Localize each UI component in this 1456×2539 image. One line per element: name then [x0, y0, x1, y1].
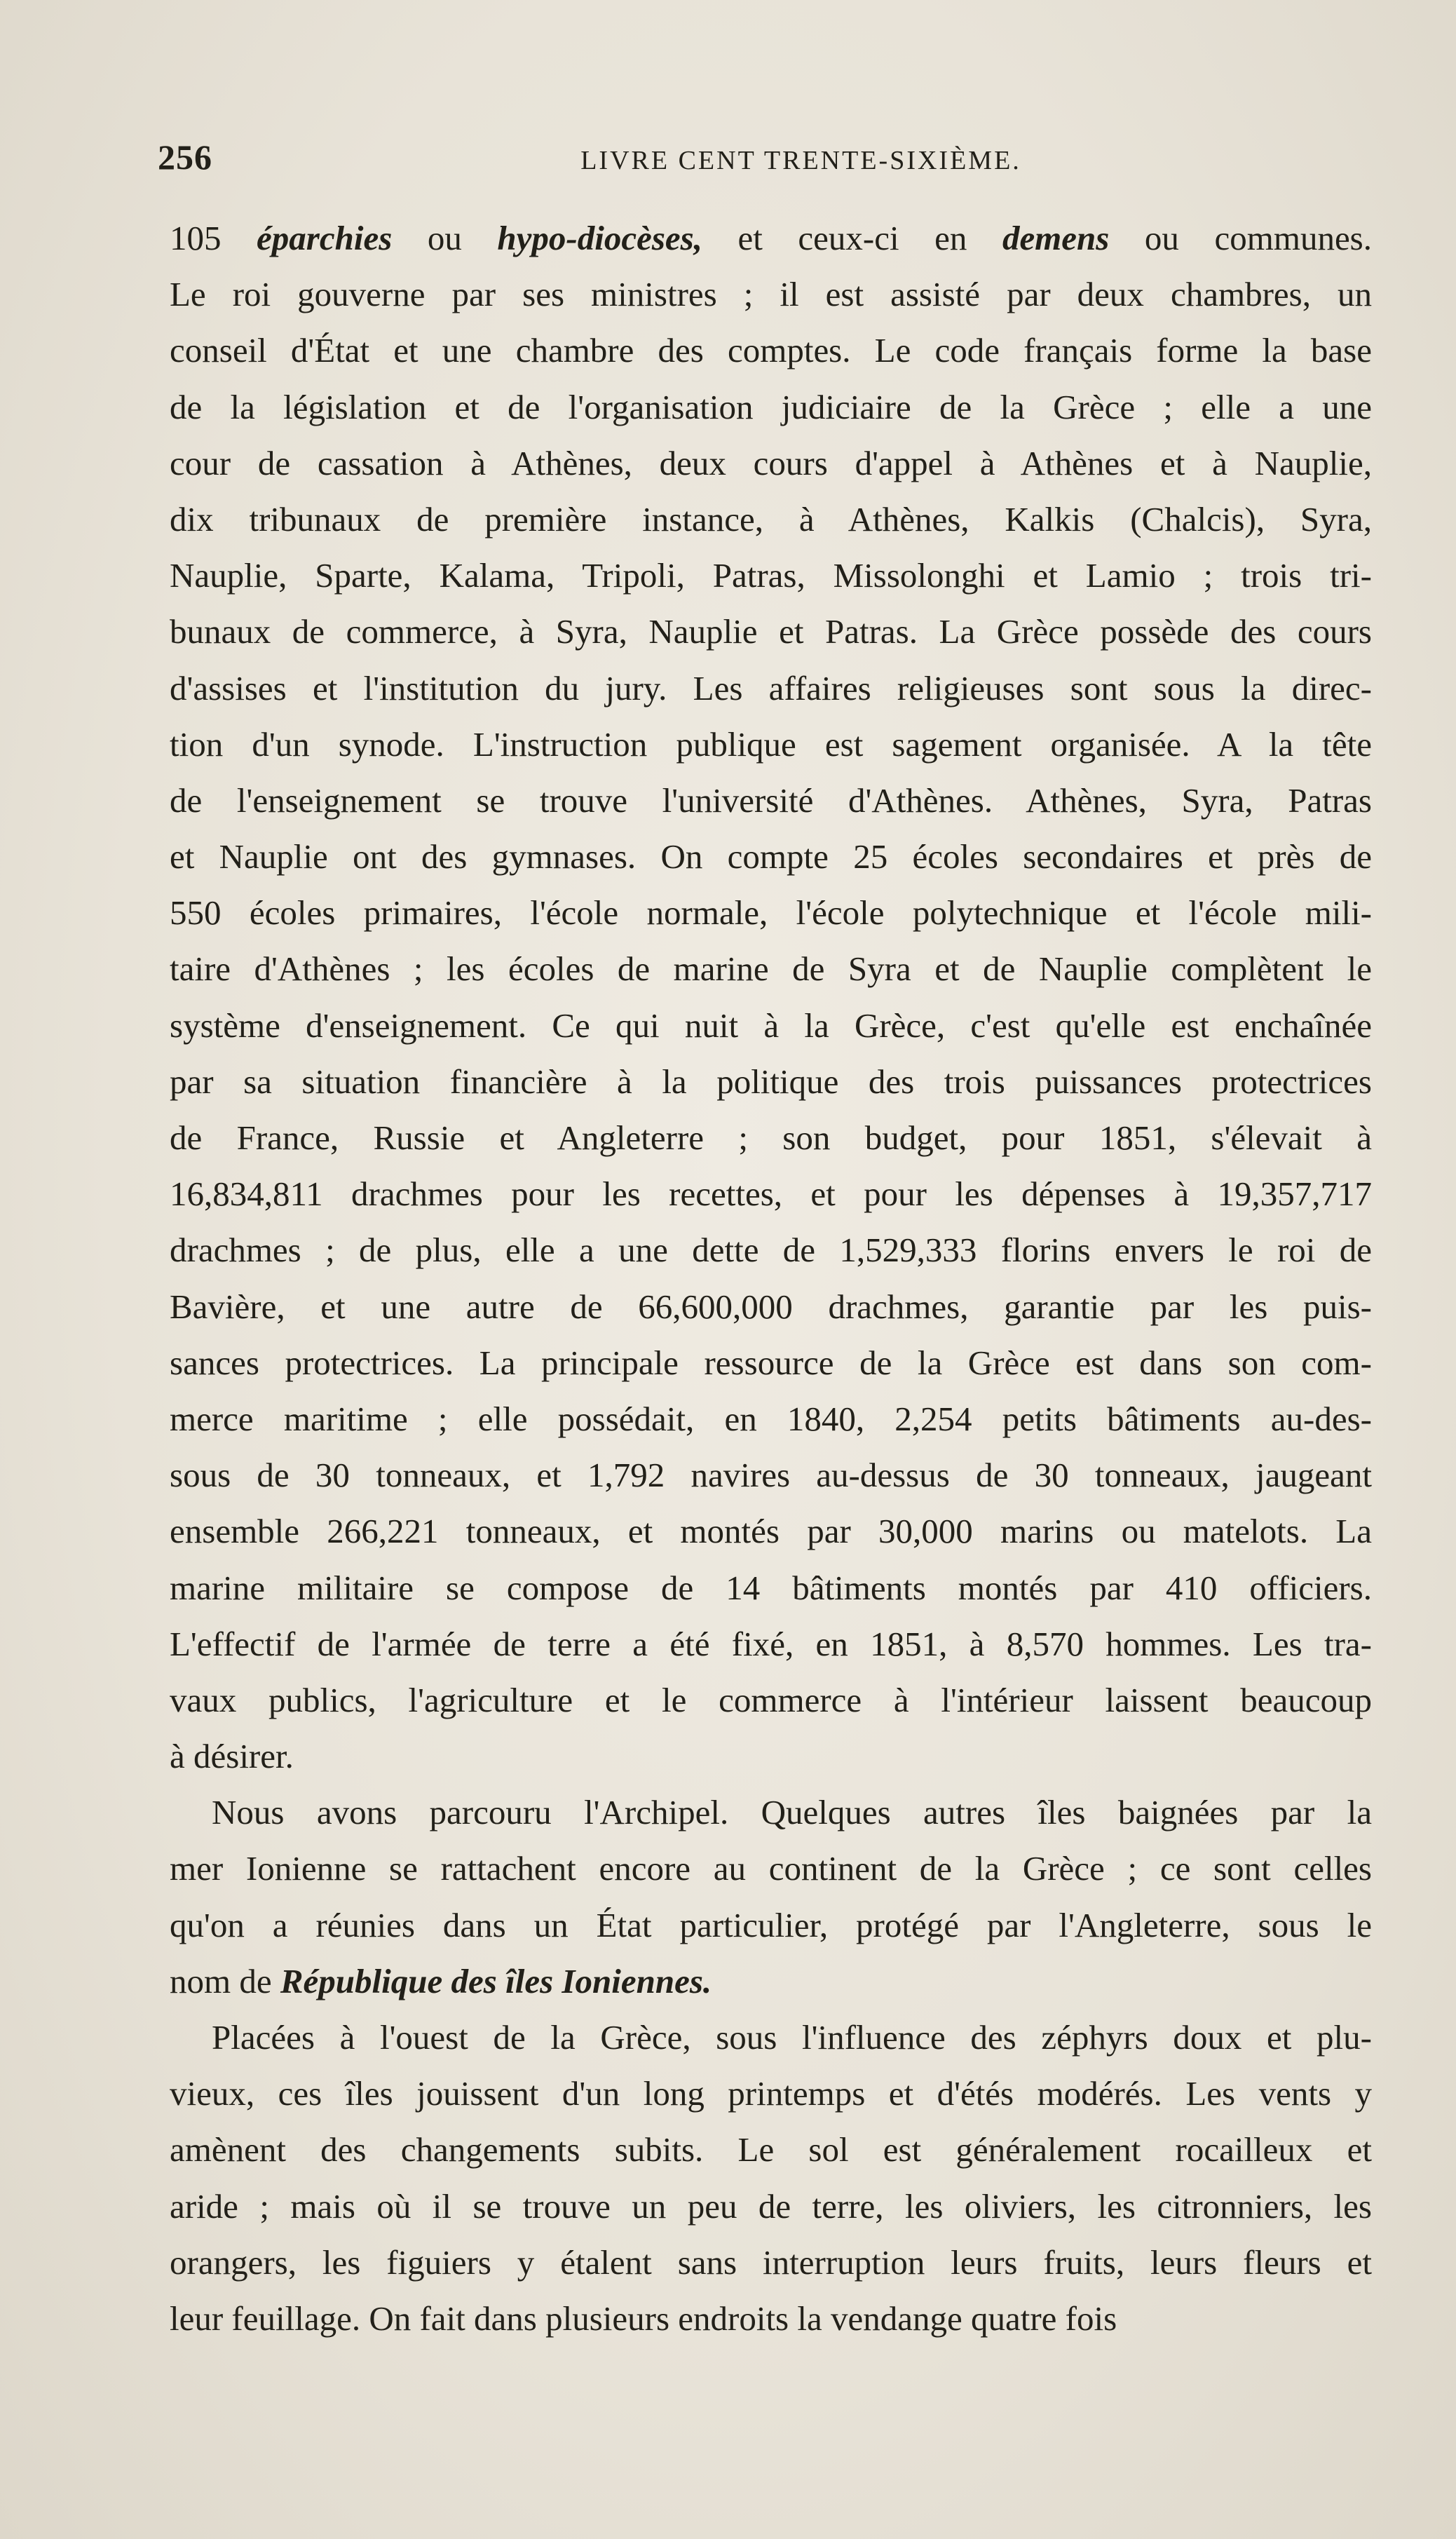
text-line: conseil d'État et une chambre des comptes. Le code français forme la base	[170, 331, 1372, 370]
text-line: qu'on a réunies dans un État particulier, protégé par l'Angleterre, sous le	[170, 1905, 1372, 1944]
text-line: merce maritime ; elle possédait, en 1840, 2,254 petits bâtiments au-des-	[170, 1399, 1372, 1438]
text-line: par sa situation financière à la politique des trois puissances protectrices	[170, 1062, 1372, 1101]
text-line: amènent des changements subits. Le sol est généralement rocailleux et	[170, 2130, 1372, 2169]
text-line: Bavière, et une autre de 66,600,000 drachmes, garantie par les puis-	[170, 1287, 1372, 1326]
text-line: drachmes ; de plus, elle a une dette de 1,529,333 florins envers le roi de	[170, 1231, 1372, 1270]
text-line: taire d'Athènes ; les écoles de marine de Syra et de Nauplie complètent le	[170, 949, 1372, 989]
italic-term: éparchies	[257, 219, 393, 257]
text-line: à désirer.	[170, 1737, 294, 1776]
text-line: leur feuillage. On fait dans plusieurs endroits la vendange quatre fois	[170, 2298, 1117, 2338]
italic-term: République des îles Ioniennes.	[280, 1961, 712, 2000]
text-line: vaux publics, l'agriculture et le commerce à l'intérieur laissent beaucoup	[170, 1680, 1372, 1719]
text-line: bunaux de commerce, à Syra, Nauplie et Patras. La Grèce possède des cours	[170, 612, 1372, 651]
text-line: orangers, les figuiers y étalent sans interruption leurs fruits, leurs fleurs et	[170, 2242, 1372, 2282]
text-line: de France, Russie et Angleterre ; son budget, pour 1851, s'élevait à	[170, 1118, 1372, 1157]
text-line: tion d'un synode. L'instruction publique est sagement organisée. A la tête	[170, 724, 1372, 764]
text-line: d'assises et l'institution du jury. Les affaires religieuses sont sous la direc-	[170, 668, 1372, 707]
text-line: et Nauplie ont des gymnases. On compte 25 écoles secondaires et près de	[170, 837, 1372, 876]
text-line: Le roi gouverne par ses ministres ; il est assisté par deux chambres, un	[170, 275, 1372, 314]
text-line: mer Ionienne se rattachent encore au continent de la Grèce ; ce sont celles	[170, 1849, 1372, 1888]
text-line: sances protectrices. La principale ressource de la Grèce est dans son com-	[170, 1343, 1372, 1382]
paragraph	[170, 1785, 1372, 2010]
italic-term: demens	[1002, 219, 1110, 257]
text-line: marine militaire se compose de 14 bâtiments montés par 410 officiers.	[170, 1568, 1372, 1607]
text-line: dix tribunaux de première instance, à Athènes, Kalkis (Chalcis), Syra,	[170, 499, 1372, 539]
text-line: de l'enseignement se trouve l'université d'Athènes. Athènes, Syra, Patras	[170, 780, 1372, 820]
paragraph	[170, 210, 1372, 1785]
text-line: nom de République des îles Ioniennes.	[170, 1961, 712, 2000]
text-line: aride ; mais où il se trouve un peu de terre, les oliviers, les citronniers, les	[170, 2186, 1372, 2226]
text-line: cour de cassation à Athènes, deux cours d'appel à Athènes et à Nauplie,	[170, 443, 1372, 482]
text-line: Nauplie, Sparte, Kalama, Tripoli, Patras, Missolonghi et Lamio ; trois tri-	[170, 556, 1372, 595]
text-line: Nous avons parcouru l'Archipel. Quelques autres îles baignées par la	[212, 1793, 1372, 1832]
text-line: L'effectif de l'armée de terre a été fixé, en 1851, à 8,570 hommes. Les tra-	[170, 1624, 1372, 1663]
text-line: Placées à l'ouest de la Grèce, sous l'influence des zéphyrs doux et plu-	[212, 2018, 1372, 2057]
text-line: ensemble 266,221 tonneaux, et montés par 30,000 marins ou matelots. La	[170, 1512, 1372, 1551]
paragraph	[170, 2010, 1372, 2347]
running-head: LIVRE CENT TRENTE-SIXIÈME.	[580, 146, 1021, 175]
text-line: 16,834,811 drachmes pour les recettes, et pour les dépenses à 19,357,717	[170, 1174, 1372, 1214]
text-line: 105 éparchies ou hypo-diocèses, et ceux-ci en demens ou communes.	[170, 219, 1372, 257]
text-line: de la législation et de l'organisation judiciaire de la Grèce ; elle a une	[170, 387, 1372, 426]
body-text	[170, 210, 1372, 2347]
text-line: système d'enseignement. Ce qui nuit à la Grèce, c'est qu'elle est enchaînée	[170, 1006, 1372, 1045]
page-header	[158, 137, 1381, 179]
text-line: vieux, ces îles jouissent d'un long printemps et d'étés modérés. Les vents y	[170, 2074, 1372, 2113]
text-line: 550 écoles primaires, l'école normale, l'école polytechnique et l'école mili-	[170, 893, 1372, 933]
italic-term: hypo-diocèses,	[497, 219, 702, 257]
page-number: 256	[158, 137, 212, 177]
text-line: sous de 30 tonneaux, et 1,792 navires au-dessus de 30 tonneaux, jaugeant	[170, 1456, 1372, 1495]
